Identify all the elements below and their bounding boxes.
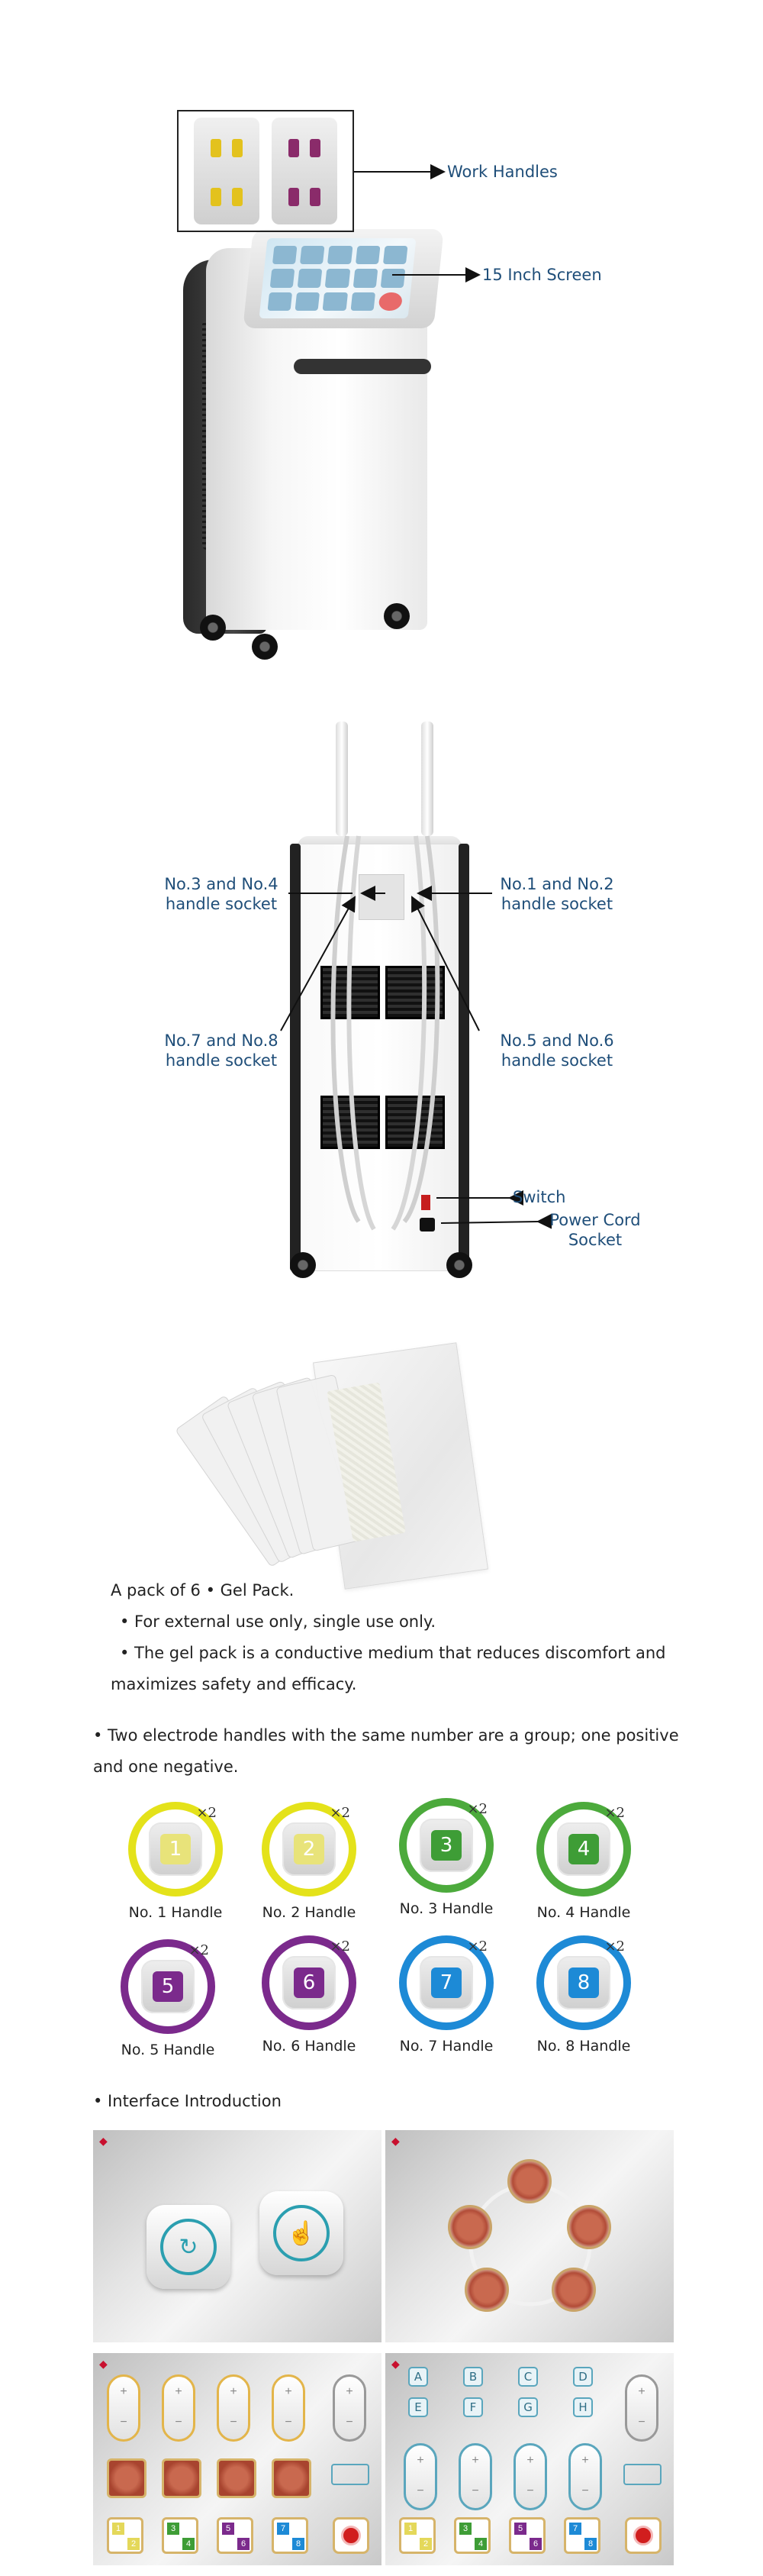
handle-item: [382, 1798, 511, 1917]
mode-button[interactable]: D: [573, 2367, 593, 2387]
handle-item: [103, 1939, 233, 2058]
handle-item: [519, 1802, 649, 1921]
intensity-control[interactable]: + −: [162, 2374, 195, 2442]
brand-logo-icon: ◆: [99, 2135, 108, 2147]
brand-logo-icon: ◆: [99, 2358, 108, 2370]
handle-pair-button[interactable]: 7 8: [272, 2517, 308, 2554]
handle-item: [382, 1935, 511, 2055]
handle-pair-button[interactable]: 3 4: [162, 2517, 198, 2554]
handle-number-badge: 5: [153, 1971, 183, 2002]
handle-item: [244, 1802, 374, 1921]
intensity-control[interactable]: + −: [107, 2374, 140, 2442]
handle-ring: 4 ×2: [536, 1802, 631, 1896]
body-area-button[interactable]: [448, 2205, 492, 2249]
no5-no6-socket-callout: No.5 and No.6 handle socket: [500, 1031, 614, 1070]
handle-number-badge: 8: [568, 1968, 599, 1998]
mode-button[interactable]: E: [408, 2397, 428, 2417]
master-intensity-control[interactable]: + −: [625, 2374, 658, 2442]
screen-callout: 15 Inch Screen: [482, 266, 602, 284]
handle-label: No. 6 Handle: [262, 2038, 356, 2055]
torso-area-button[interactable]: [107, 2458, 146, 2498]
handle-ring: 8 ×2: [536, 1935, 631, 2030]
handle-ring: 5 ×2: [121, 1939, 215, 2034]
touch-icon: ☝: [273, 2205, 330, 2261]
intensity-control[interactable]: + −: [513, 2443, 547, 2510]
stop-button[interactable]: [625, 2517, 662, 2554]
body-area-button[interactable]: [507, 2159, 552, 2203]
cycle-mode-button[interactable]: [146, 2205, 230, 2289]
intensity-control[interactable]: + −: [272, 2374, 305, 2442]
interface-panel-handles: [93, 2353, 382, 2565]
handle-number-badge: 6: [294, 1968, 324, 1998]
handle-number-badge: 3: [431, 1830, 462, 1861]
intensity-control[interactable]: + −: [404, 2443, 437, 2510]
torso-area-button[interactable]: [272, 2458, 311, 2498]
handle-pair-button[interactable]: 7 8: [564, 2517, 600, 2554]
handle-ring: 2 ×2: [262, 1802, 356, 1896]
stop-icon: [633, 2526, 653, 2545]
handle-pair-button[interactable]: 3 4: [454, 2517, 491, 2554]
handle-item: [111, 1802, 240, 1921]
intensity-control[interactable]: + −: [459, 2443, 492, 2510]
touch-mode-button[interactable]: [259, 2191, 343, 2275]
handle-item: [519, 1935, 649, 2055]
work-handles-callout: Work Handles: [447, 163, 558, 181]
handle-label: No. 1 Handle: [128, 1904, 223, 1921]
stop-icon: [341, 2526, 361, 2545]
handle-number-badge: 7: [431, 1968, 462, 1998]
handle-ring: 3 ×2: [399, 1798, 494, 1893]
handle-number-badge: 1: [160, 1834, 191, 1864]
interface-panel-body-areas: [385, 2130, 674, 2342]
handle-pair-button[interactable]: 5 6: [217, 2517, 253, 2554]
stop-button[interactable]: [333, 2517, 369, 2554]
mode-button[interactable]: C: [518, 2367, 538, 2387]
handle-number-badge: 4: [568, 1834, 599, 1864]
handle-label: No. 4 Handle: [536, 1904, 631, 1921]
body-area-button[interactable]: [567, 2205, 611, 2249]
torso-area-button[interactable]: [162, 2458, 201, 2498]
handle-label: No. 7 Handle: [399, 2038, 494, 2055]
handle-label: No. 3 Handle: [399, 1900, 494, 1917]
mode-button[interactable]: F: [463, 2397, 483, 2417]
body-area-button[interactable]: [552, 2268, 596, 2312]
handle-number-badge: 2: [294, 1834, 324, 1864]
interface-panel-start: [93, 2130, 382, 2342]
handle-label: No. 2 Handle: [262, 1904, 356, 1921]
intensity-control[interactable]: + −: [217, 2374, 250, 2442]
brand-logo-icon: ◆: [391, 2358, 400, 2370]
handle-ring: 6 ×2: [262, 1935, 356, 2030]
torso-area-button[interactable]: [217, 2458, 256, 2498]
handle-label: No. 8 Handle: [536, 2038, 631, 2055]
timer-display: [623, 2464, 662, 2485]
body-area-button[interactable]: [465, 2268, 509, 2312]
no7-no8-socket-callout: No.7 and No.8 handle socket: [164, 1031, 278, 1070]
handle-pair-button[interactable]: 5 6: [509, 2517, 546, 2554]
handle-pair-button[interactable]: 1 2: [399, 2517, 436, 2554]
no1-no2-socket-callout: No.1 and No.2 handle socket: [500, 875, 614, 914]
intensity-control[interactable]: + −: [568, 2443, 602, 2510]
handle-ring: 7 ×2: [399, 1935, 494, 2030]
handle-pair-button[interactable]: 1 2: [107, 2517, 143, 2554]
gel-description: A pack of 6 • Gel Pack. • For external use only, single use only. • The gel pack is a conductive medium that reduces discomfort and maximizes safety and efficacy.: [111, 1581, 666, 1693]
handle-item: [244, 1935, 374, 2055]
handle-ring: 1 ×2: [128, 1802, 223, 1896]
mode-button[interactable]: G: [518, 2397, 538, 2417]
cycle-icon: ↻: [160, 2219, 217, 2275]
handles-note: • Two electrode handles with the same number are a group; one positive and one negative.: [93, 1726, 679, 1776]
power-cord-callout: Power Cord Socket: [549, 1211, 641, 1250]
mode-button[interactable]: H: [573, 2397, 593, 2417]
mode-button[interactable]: B: [463, 2367, 483, 2387]
mode-button[interactable]: A: [408, 2367, 428, 2387]
no3-no4-socket-callout: No.3 and No.4 handle socket: [164, 875, 278, 914]
brand-logo-icon: ◆: [391, 2135, 400, 2147]
interface-title: • Interface Introduction: [93, 2092, 282, 2110]
master-intensity-control[interactable]: + −: [333, 2374, 366, 2442]
interface-panel-modes: [385, 2353, 674, 2565]
handle-label: No. 5 Handle: [121, 2042, 215, 2058]
timer-display: [331, 2464, 369, 2485]
switch-callout: Switch: [513, 1188, 566, 1206]
